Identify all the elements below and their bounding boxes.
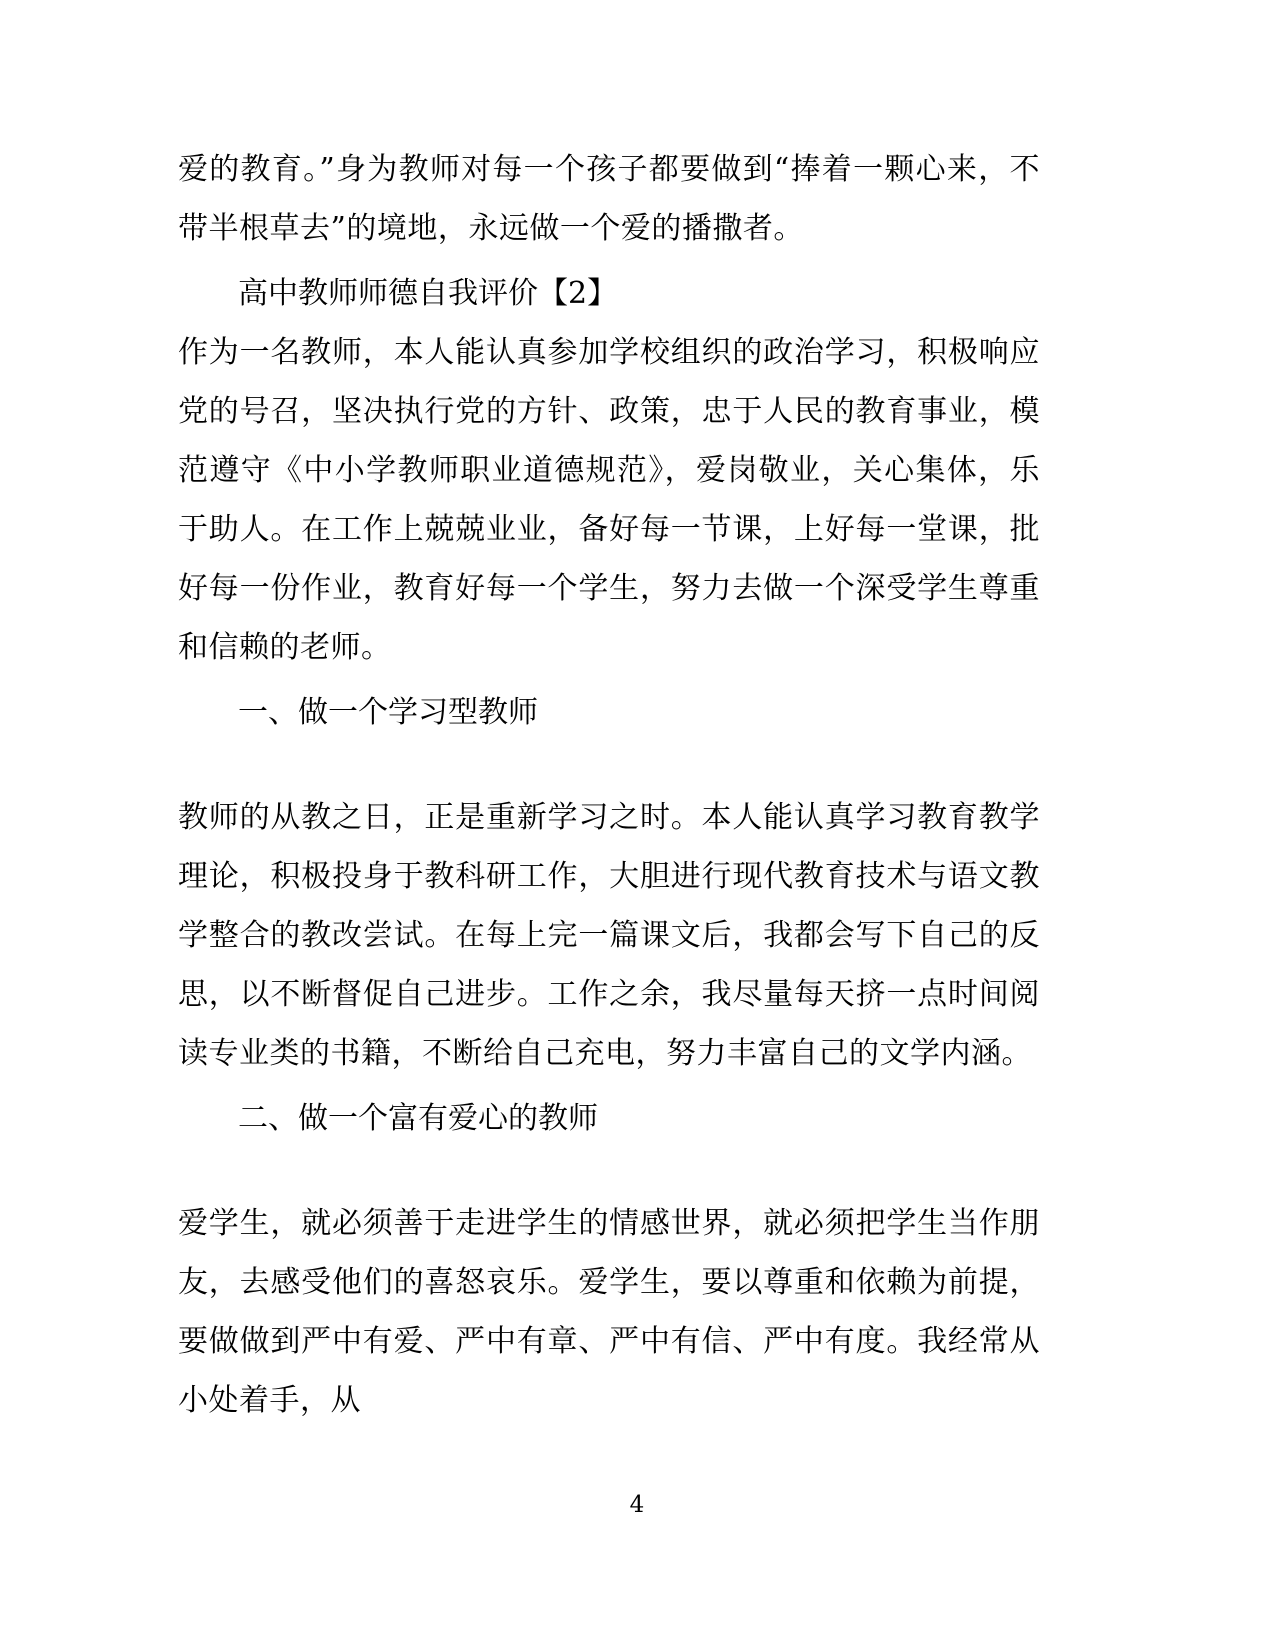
spacer (178, 742, 1040, 788)
paragraph-4: 爱学生，就必须善于走进学生的情感世界，就必须把学生当作朋友，去感受他们的喜怒哀乐。爱学生，要以尊重和依赖为前提，要做做到严中有爱、严中有章、严中有信、严中有度。我经常从小处着手，从 (178, 1206, 1040, 1418)
page-number: 4 (629, 1492, 645, 1518)
document-body (178, 140, 1040, 1430)
section-heading-evaluation-2: 高中教师师德自我评价【2】 (238, 276, 618, 311)
paragraph-1: 爱的教育。”身为教师对每一个孩子都要做到“捧着一颗心来，不带半根草去”的境地，永远做一个爱的播撒者。 (178, 152, 1040, 246)
paragraph-3: 教师的从教之日，正是重新学习之时。本人能认真学习教育教学理论，积极投身于教科研工作，大胆进行现代教育技术与语文教学整合的教改尝试。在每上完一篇课文后，我都会写下自己的反思，以不断督促自己进步。工作之余，我尽量每天挤一点时间阅读专业类的书籍，不断给自己充电，努力丰富自己的文学内涵。 (178, 800, 1040, 1071)
section-heading-learning-teacher: 一、做一个学习型教师 (238, 695, 538, 730)
paragraph-2: 作为一名教师，本人能认真参加学校组织的政治学习，积极响应党的号召，坚决执行党的方针、政策，忠于人民的教育事业，模范遵守《中小学教师职业道德规范》，爱岗敬业，关心集体，乐于助人。在工作上兢兢业业，备好每一节课，上好每一堂课，批好每一份作业，教育好每一个学生，努力去做一个深受学生尊重和信赖的老师。 (178, 335, 1040, 665)
section-heading-loving-teacher: 二、做一个富有爱心的教师 (238, 1101, 598, 1136)
spacer (178, 1148, 1040, 1194)
